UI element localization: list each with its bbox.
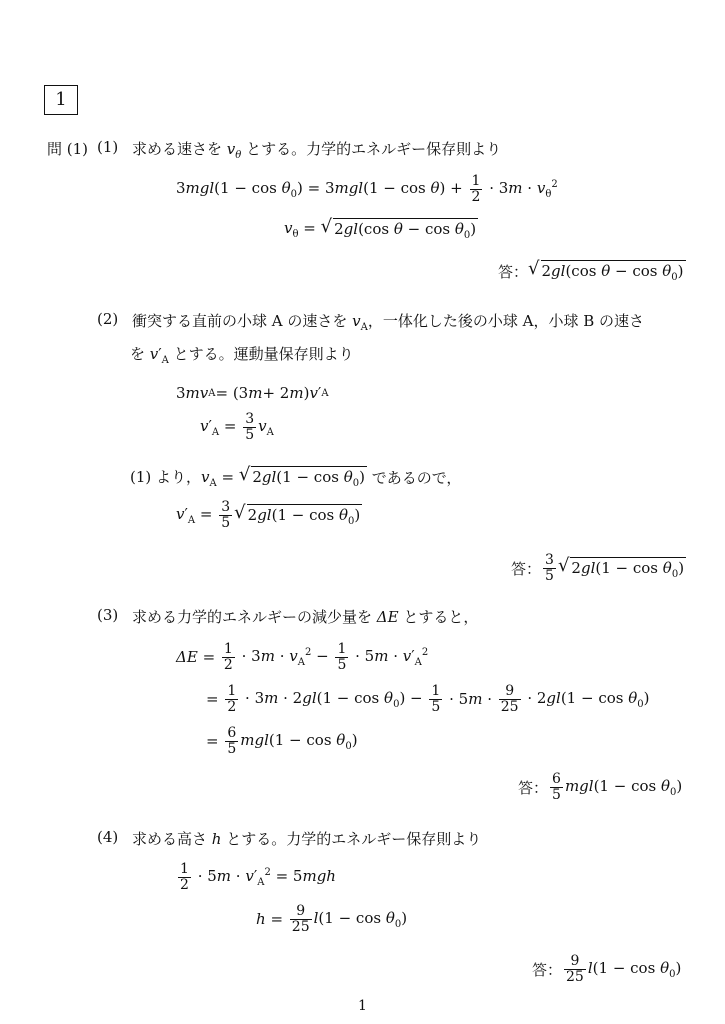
- fraction-one-half: $\frac{1}{2}$: [471, 173, 481, 205]
- fraction-nine-twentyfifths: $\frac{9}{25}$: [500, 683, 519, 715]
- q4-answer: 答： $\frac{9}{25}$ $l(1 - \cos \theta_0)$: [532, 953, 682, 985]
- fraction-nine-twentyfifths: $\frac{9}{25}$: [566, 953, 584, 985]
- fraction-one-half: $\frac{1}{2}$: [227, 683, 237, 715]
- q3-equation-2: = $\frac{1}{2}$ · $3m \cdot 2gl(1 - \cos \theta_0)$ − $\frac{1}{5}$ · 5m · $\frac{9}{25}$ · $2gl(1 - \cos \theta_0)$: [206, 683, 650, 715]
- q3-equation-3: = $\frac{6}{5}$ $mgl(1 - \cos \theta_0)$: [206, 725, 358, 757]
- answer-label: 答：: [498, 263, 529, 281]
- q2-text-3: (1) より，$v_A$ = √ $2gl(1 - \cos \theta_0)$ であるので，: [130, 464, 462, 489]
- q1-equation-2: [284, 218, 478, 241]
- q2-equation-1: 3 mv A = (3 m + 2 m ) v ′ A: [176, 384, 329, 402]
- q3-text: 求める力学的エネルギーの減少量を ΔE とすると，: [132, 608, 479, 626]
- q3-equation-1: ΔE = $\frac{1}{2}$ · $3m \cdot v_A^2$ − $\frac{1}{5}$ · $5m \cdot v'_A^2$: [176, 641, 429, 673]
- q1-number: (1): [97, 138, 119, 156]
- sqrt-expression: √ 2gl(cos $\theta - \cos \theta_0$): [320, 216, 477, 241]
- q3-answer: 答： $\frac{6}{5}$ $mgl(1 - \cos \theta_0)$: [518, 771, 683, 803]
- page-number: 1: [358, 998, 367, 1014]
- q2-text-1: 衝突する直前の小球 A の速さを $v_A$，一体化した後の小球 A，小球 B の速さ: [132, 312, 645, 333]
- q1-text-a: 求める速さを: [132, 140, 227, 158]
- q3-number: (3): [97, 606, 119, 624]
- q1-equation-1: [176, 174, 558, 204]
- q1-eq1-left: $3mgl(1 - \cos \theta_0) = 3mgl(1 - \cos \theta)$ +: [176, 178, 468, 200]
- q1-answer: [498, 260, 686, 283]
- fraction-one-fifth: $\frac{1}{5}$: [337, 641, 347, 673]
- q2-text-2: を $v'_A$ とする。運動量保存則より: [130, 345, 354, 366]
- fraction-three-fifths: $\frac{3}{5}$: [245, 411, 255, 443]
- q2-number: (2): [97, 310, 119, 328]
- q1-text: [132, 138, 501, 161]
- v-theta-symbol: $v_\theta$: [226, 140, 242, 161]
- fraction-six-fifths: $\frac{6}{5}$: [227, 725, 237, 757]
- q2-equation-3: $v'_A$ = $\frac{3}{5}$ √ $2gl(1 - \cos \theta_0)$: [176, 499, 361, 531]
- q1-eq2-left: $v_\theta$ =: [284, 219, 321, 240]
- q4-equation-1: $\frac{1}{2}$ · $5m \cdot v'_A^2 = 5mgh$: [180, 861, 336, 893]
- answer-sqrt: √ 2gl(cos $\theta - \cos \theta_0$): [528, 258, 684, 283]
- q2-answer: [511, 553, 686, 583]
- fraction-one-half: $\frac{1}{2}$: [180, 861, 189, 893]
- sqrt-expression: √ $2gl(1 - \cos \theta_0)$: [238, 464, 365, 489]
- answer-label: 答：: [532, 960, 563, 979]
- answer-label: 答：: [518, 778, 549, 797]
- q4-text: 求める高さ h とする。力学的エネルギー保存則より: [132, 830, 482, 848]
- q4-number: (4): [97, 828, 119, 846]
- fraction-one-fifth: $\frac{1}{5}$: [431, 683, 441, 715]
- q2-equation-2: $v'_A$ = $\frac{3}{5}$ $v_A$: [200, 411, 274, 443]
- fraction-three-fifths: $\frac{3}{5}$: [221, 499, 231, 531]
- problem-number-box: 1: [44, 85, 78, 115]
- q1-eq1-right: · $3m \cdot v_\theta^2$: [484, 178, 558, 200]
- sqrt-expression: √ $2gl(1 - \cos \theta_0)$: [234, 501, 361, 527]
- fraction-one-half: $\frac{1}{2}$: [223, 641, 233, 673]
- answer-label: 答：: [511, 559, 542, 578]
- fraction-three-fifths: $\frac{3}{5}$: [545, 552, 554, 584]
- q4-equation-2: h = $\frac{9}{25}$ $l(1 - \cos \theta_0)$: [256, 903, 408, 935]
- answer-sqrt: √ $2gl(1 - \cos \theta_0)$: [557, 554, 685, 580]
- fraction-six-fifths: $\frac{6}{5}$: [552, 771, 561, 803]
- fraction-nine-twentyfifths: $\frac{9}{25}$: [291, 903, 310, 935]
- q1-text-b: とする。力学的エネルギー保存則より: [241, 140, 502, 158]
- question-label: 問 (1): [47, 140, 89, 158]
